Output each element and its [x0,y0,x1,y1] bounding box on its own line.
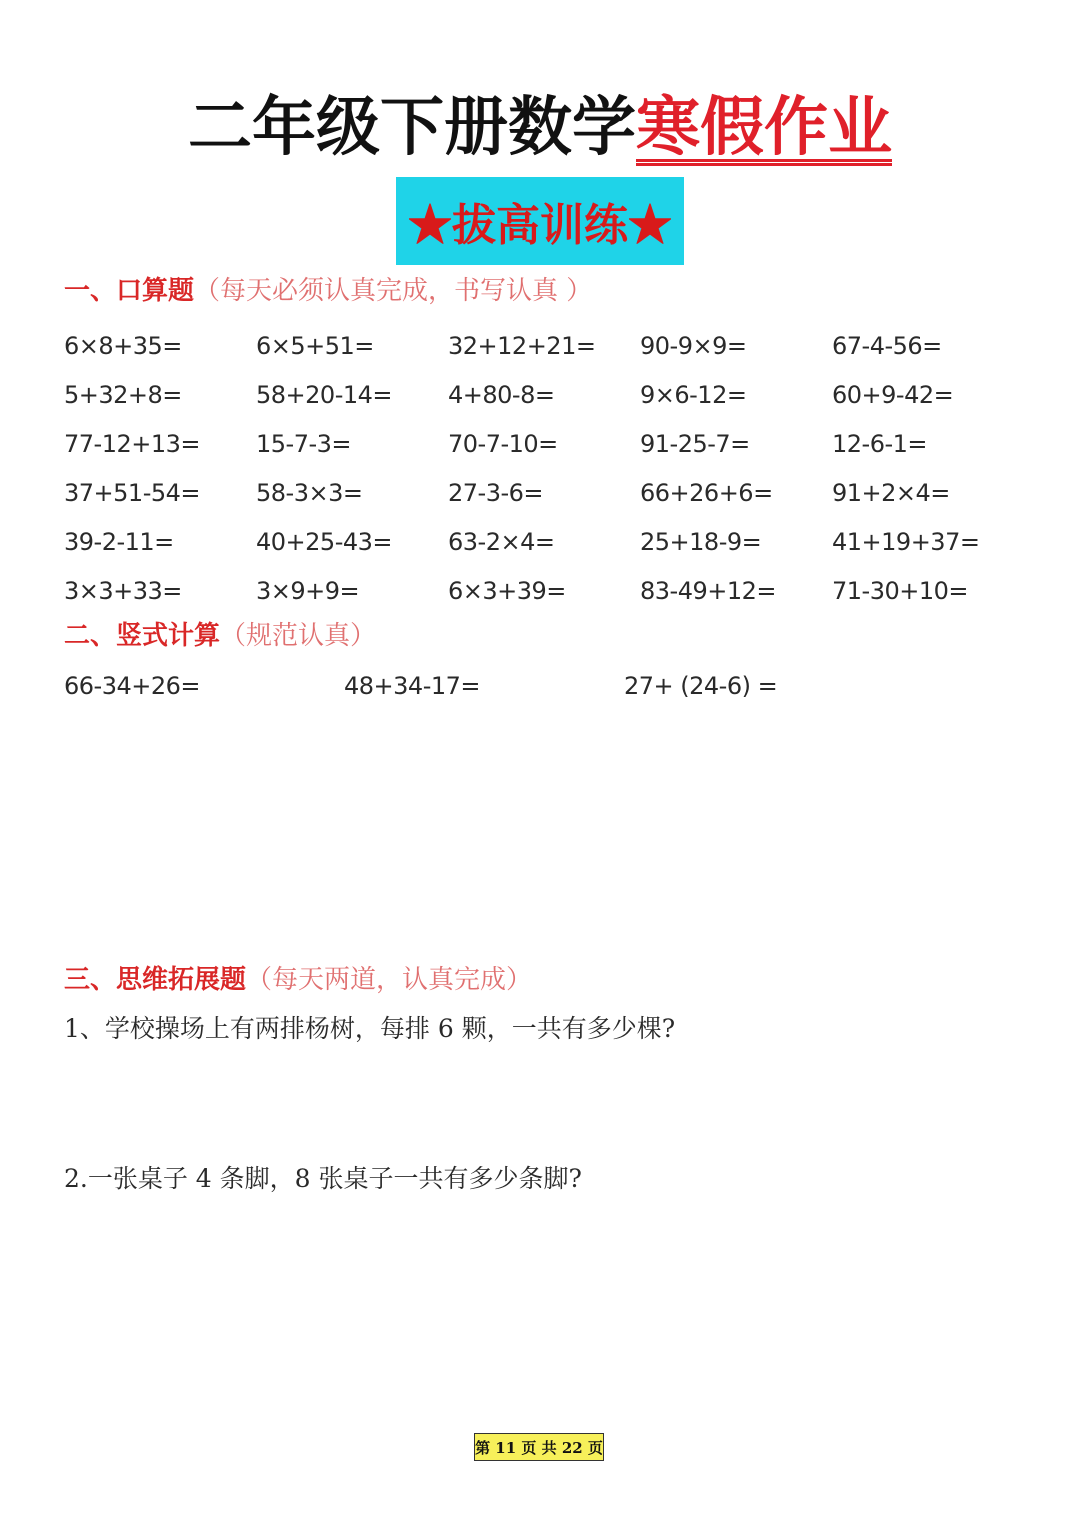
section-note: （每天必须认真完成，书写认真 ） [194,276,593,306]
calc-item: 25+18-9= [640,527,762,556]
calc-row [64,566,1024,615]
calc-item: 41+19+37= [832,527,980,556]
calc-row [64,419,1024,468]
vertical-calc-item: 48+34-17= [344,672,480,700]
calc-row [64,370,1024,419]
calc-row [64,517,1024,566]
calc-item: 77-12+13= [64,429,200,458]
calc-item: 3×3+33= [64,576,182,605]
calc-item: 15-7-3= [256,429,352,458]
calc-item: 3×9+9= [256,576,360,605]
oral-calc-grid [64,321,1024,615]
section-vertical-calc-heading [64,618,376,654]
section-thinking-heading [64,962,532,998]
calc-item: 58+20-14= [256,380,392,409]
word-problem-1: 1、学校操场上有两排杨树，每排 6 颗，一共有多少棵? [64,1014,676,1043]
subtitle-banner: ★拔高训练★ [396,177,684,265]
calc-row [64,321,1024,370]
section-label: 一、口算题 [64,276,195,306]
calc-item: 12-6-1= [832,429,928,458]
calc-item: 6×5+51= [256,331,374,360]
calc-item: 6×3+39= [448,576,566,605]
calc-item: 67-4-56= [832,331,942,360]
calc-item: 63-2×4= [448,527,555,556]
calc-item: 5+32+8= [64,380,182,409]
section-note: （每天两道，认真完成） [246,965,533,995]
section-label: 三、思维拓展题 [64,965,247,995]
calc-item: 60+9-42= [832,380,954,409]
vertical-calc-row [64,666,1024,706]
calc-item: 40+25-43= [256,527,392,556]
section-label: 二、竖式计算 [64,621,221,651]
calc-item: 70-7-10= [448,429,558,458]
calc-item: 83-49+12= [640,576,776,605]
calc-item: 90-9×9= [640,331,747,360]
calc-item: 4+80-8= [448,380,555,409]
title-highlight: 寒假作业 [636,91,892,165]
page-title [0,88,1080,168]
title-main: 二年级下册数学 [188,91,636,165]
vertical-calc-item: 66-34+26= [64,672,200,700]
calc-item: 91-25-7= [640,429,750,458]
calc-item: 66+26+6= [640,478,773,507]
vertical-calc-item: 27+ (24-6) = [624,672,778,700]
calc-item: 39-2-11= [64,527,174,556]
section-note: （规范认真） [220,621,377,651]
calc-item: 32+12+21= [448,331,596,360]
calc-item: 6×8+35= [64,331,182,360]
word-problem-2: 2.一张桌子 4 条脚，8 张桌子一共有多少条脚? [64,1164,582,1193]
calc-row [64,468,1024,517]
calc-item: 58-3×3= [256,478,363,507]
page-number-footer: 第 11 页 共 22 页 [474,1433,604,1461]
calc-item: 27-3-6= [448,478,544,507]
section-oral-calc-heading [64,273,592,309]
calc-item: 91+2×4= [832,478,950,507]
calc-item: 71-30+10= [832,576,968,605]
calc-item: 37+51-54= [64,478,200,507]
calc-item: 9×6-12= [640,380,747,409]
